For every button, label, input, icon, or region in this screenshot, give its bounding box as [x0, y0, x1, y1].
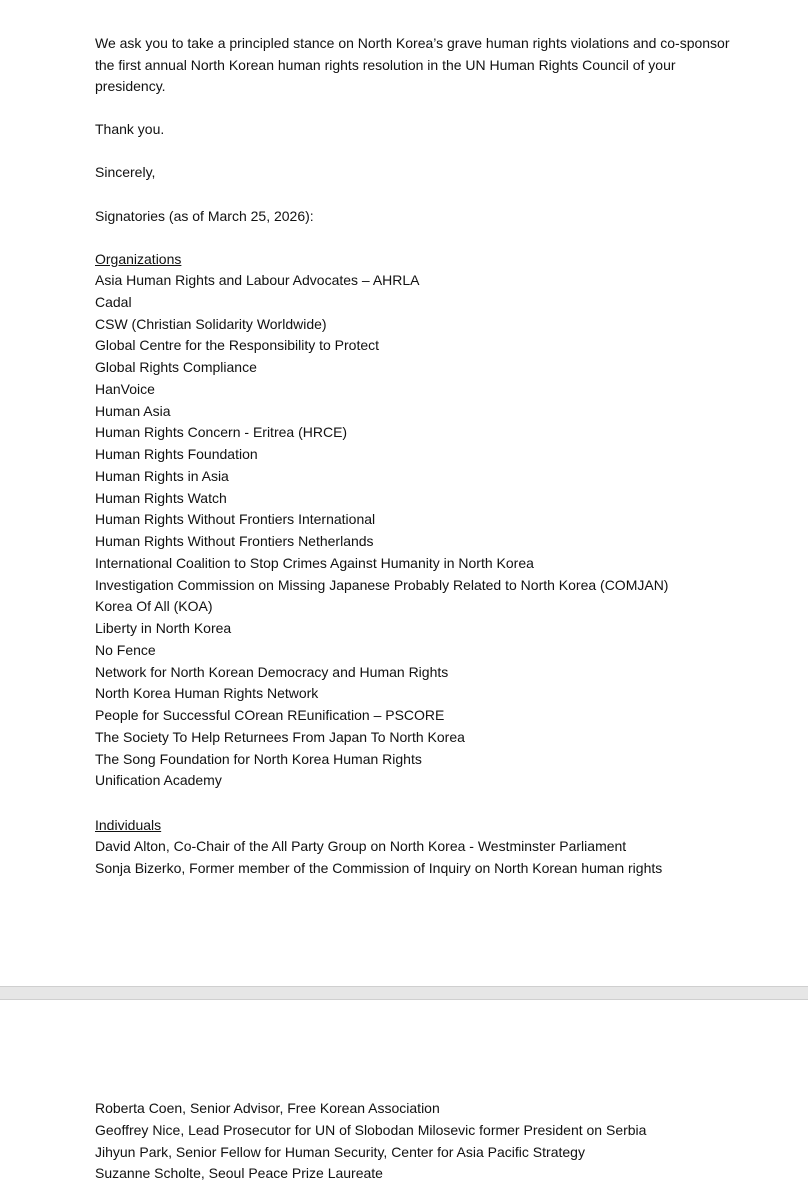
individual-item: Jihyun Park, Senior Fellow for Human Security, Center for Asia Pacific Strategy: [95, 1143, 585, 1160]
organizations-heading: Organizations: [95, 251, 182, 267]
organization-item: Human Rights Watch: [95, 489, 227, 506]
organization-item: The Song Foundation for North Korea Human Rights: [95, 750, 422, 767]
organization-item: Global Rights Compliance: [95, 359, 257, 375]
organization-item: People for Successful COrean REunification – PSCORE: [95, 707, 445, 723]
individual-item: Sonja Bizerko, Former member of the Commission of Inquiry on North Korean human rights: [95, 859, 663, 876]
organization-item: Human Rights Without Frontiers International: [95, 511, 376, 528]
page-separator: [0, 986, 808, 1000]
individual-item: David Alton, Co-Chair of the All Party Group on North Korea - Westminster Parliament: [95, 838, 627, 854]
organization-item: Human Asia: [95, 402, 171, 419]
organization-item: Asia Human Rights and Labour Advocates – AHRLA: [95, 272, 420, 288]
organization-item: Liberty in North Korea: [95, 620, 232, 636]
organization-item: Global Centre for the Responsibility to Protect: [95, 337, 380, 354]
organization-item: The Society To Help Returnees From Japan To North Korea: [95, 728, 465, 745]
organization-item: Unification Academy: [95, 772, 222, 789]
organization-item: Human Rights Foundation: [95, 446, 258, 462]
organization-item: International Coalition to Stop Crimes Against Humanity in North Korea: [95, 554, 534, 571]
organization-item: CSW (Christian Solidarity Worldwide): [95, 315, 327, 332]
organizations-list: [95, 270, 668, 792]
organization-item: Network for North Korean Democracy and Human Rights: [95, 663, 449, 680]
signatories-heading: Signatories (as of March 25, 2026):: [95, 208, 314, 224]
organization-item: HanVoice: [95, 380, 155, 397]
intro-paragraph: We ask you to take a principled stance on North Korea’s grave human rights violations and co-sponsor the first annual North Korean human rights resolution in the UN Human Rights Council of your presidency.: [95, 35, 730, 95]
organization-item: Cadal: [95, 293, 132, 310]
organization-item: Human Rights Concern - Eritrea (HRCE): [95, 424, 348, 441]
individual-item: Suzanne Scholte, Seoul Peace Prize Laureate: [95, 1165, 383, 1182]
organization-item: Investigation Commission on Missing Japanese Probably Related to North Korea (COMJAN): [95, 576, 669, 593]
organization-item: Human Rights Without Frontiers Netherlands: [95, 533, 374, 549]
organization-item: North Korea Human Rights Network: [95, 685, 319, 702]
individuals-list-page1: [95, 836, 662, 880]
individuals-heading: Individuals: [95, 817, 162, 833]
individual-item: Geoffrey Nice, Lead Prosecutor for UN of Slobodan Milosevic former President on Serbia: [95, 1121, 647, 1138]
organization-item: No Fence: [95, 641, 156, 658]
closing-line: Sincerely,: [95, 164, 156, 180]
organization-item: Human Rights in Asia: [95, 467, 229, 484]
individual-item: Roberta Coen, Senior Advisor, Free Korean Association: [95, 1100, 440, 1116]
thank-you-line: Thank you.: [95, 121, 165, 137]
organization-item: Korea Of All (KOA): [95, 598, 213, 615]
individuals-list-page2: [95, 1098, 646, 1185]
letter-page-2: [0, 1000, 808, 1200]
